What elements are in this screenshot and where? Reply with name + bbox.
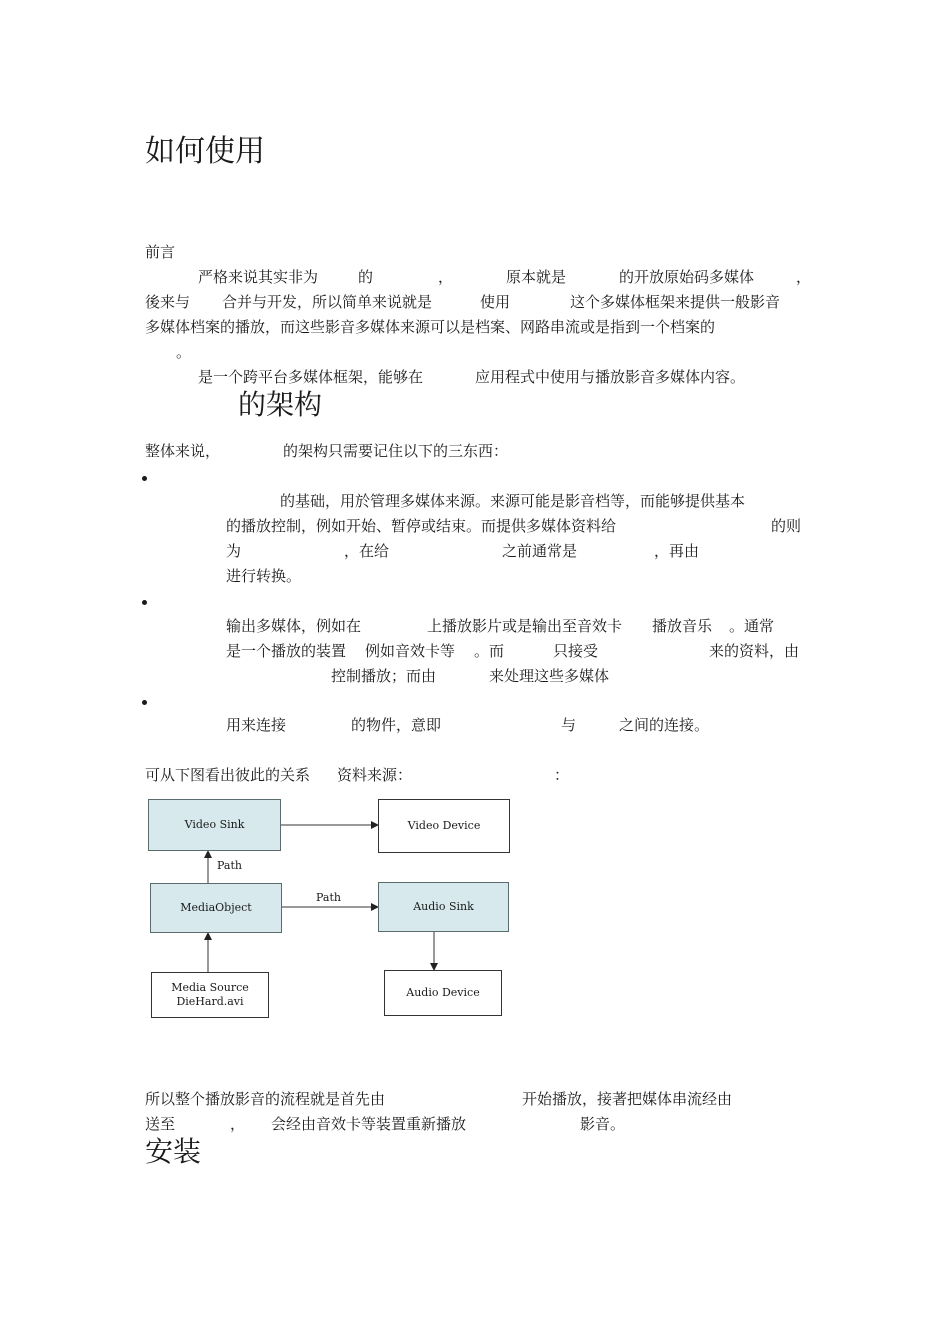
bullet-2-text: 例如音效卡等 (365, 642, 456, 660)
intro-text: 。 (176, 343, 192, 361)
bullet-2-text: 控制播放；而由 (331, 667, 437, 685)
video-device-box: Video Device (378, 799, 510, 853)
closing-text: 会经由音效卡等装置重新播放 (271, 1115, 467, 1133)
section-heading-install: 安装 (145, 1135, 202, 1168)
audio-device-box: Audio Device (384, 970, 502, 1016)
intro-text: 的 (358, 268, 374, 286)
bullet-1-text: 为 (226, 542, 242, 560)
bullet-2-text: 来的资料，由 (709, 642, 800, 660)
relation-text: 可从下图看出彼此的关系 (145, 766, 311, 784)
bullet-1-text: 进行转换。 (226, 567, 302, 585)
preface-label: 前言 (145, 243, 176, 261)
closing-text: ， (230, 1115, 246, 1133)
intro-text: 使用 (480, 293, 511, 311)
section-heading-architecture: 的架构 (238, 388, 323, 421)
bullet-1-text: 的播放控制，例如开始、暂停或结束。而提供多媒体资料给 (226, 517, 617, 535)
video-sink-box: Video Sink (148, 799, 281, 851)
bullet-1-text: 的基础，用於管理多媒体来源。来源可能是影音档等，而能够提供基本 (280, 492, 746, 510)
bullet-3-text: 用来连接 (226, 716, 287, 734)
intro-text: 多媒体档案的播放，而这些影音多媒体来源可以是档案、网路串流或是指到一个档案的 (145, 318, 716, 336)
bullet-2-text: 上播放影片或是输出至音效卡 (427, 617, 623, 635)
closing-text: 影音。 (580, 1115, 626, 1133)
audio-sink-box: Audio Sink (378, 882, 509, 932)
bullet-3-text: 之间的连接。 (619, 716, 710, 734)
intro-text: 应用程式中使用与播放影音多媒体内容。 (475, 368, 746, 386)
intro-text: ， (438, 268, 454, 286)
closing-text: 开始播放，接著把媒体串流经由 (522, 1090, 733, 1108)
intro-text: ， (796, 268, 812, 286)
media-source-file: DieHard.avi (176, 995, 244, 1008)
bullet-1-text: ，再由 (654, 542, 700, 560)
bullet-2-text: 是一个播放的装置 (226, 642, 347, 660)
media-source-label: Media Source (171, 981, 249, 994)
closing-text: 送至 (145, 1115, 176, 1133)
bullet-1-text: 的则 (771, 517, 802, 535)
bullet-1-text: 之前通常是 (502, 542, 578, 560)
bullet-2-text: 。而 (474, 642, 505, 660)
path-label-vertical: Path (217, 859, 242, 872)
bullet-2-text: 播放音乐 (652, 617, 713, 635)
bullet-3-text: 的物件，意即 (351, 716, 442, 734)
path-label-horizontal: Path (316, 891, 341, 904)
page-title: 如何使用 (145, 134, 265, 169)
intro-text: 後来与 (145, 293, 191, 311)
intro-text: 这个多媒体框架来提供一般影音 (570, 293, 781, 311)
bullet-3-text: 与 (561, 716, 577, 734)
arch-summary: 的架构只需要记住以下的三东西： (283, 442, 509, 460)
media-source-box (151, 972, 269, 1018)
arch-summary: 整体来说， (145, 442, 221, 460)
intro-text: 的开放原始码多媒体 (619, 268, 755, 286)
bullet-2-text: 。通常 (729, 617, 775, 635)
closing-text: 所以整个播放影音的流程就是首先由 (145, 1090, 386, 1108)
intro-text: 严格来说其实非为 (198, 268, 319, 286)
bullet-2-text: 只接受 (553, 642, 599, 660)
intro-text: 合并与开发，所以简单来说就是 (222, 293, 433, 311)
relation-text: ： (554, 766, 570, 784)
intro-text: 原本就是 (506, 268, 567, 286)
bullet-1-text: ，在给 (344, 542, 390, 560)
media-object-box: MediaObject (150, 883, 282, 933)
relation-text: 资料来源： (337, 766, 413, 784)
intro-text: 是一个跨平台多媒体框架，能够在 (198, 368, 424, 386)
bullet-2-text: 来处理这些多媒体 (489, 667, 610, 685)
bullet-2-text: 输出多媒体，例如在 (226, 617, 362, 635)
